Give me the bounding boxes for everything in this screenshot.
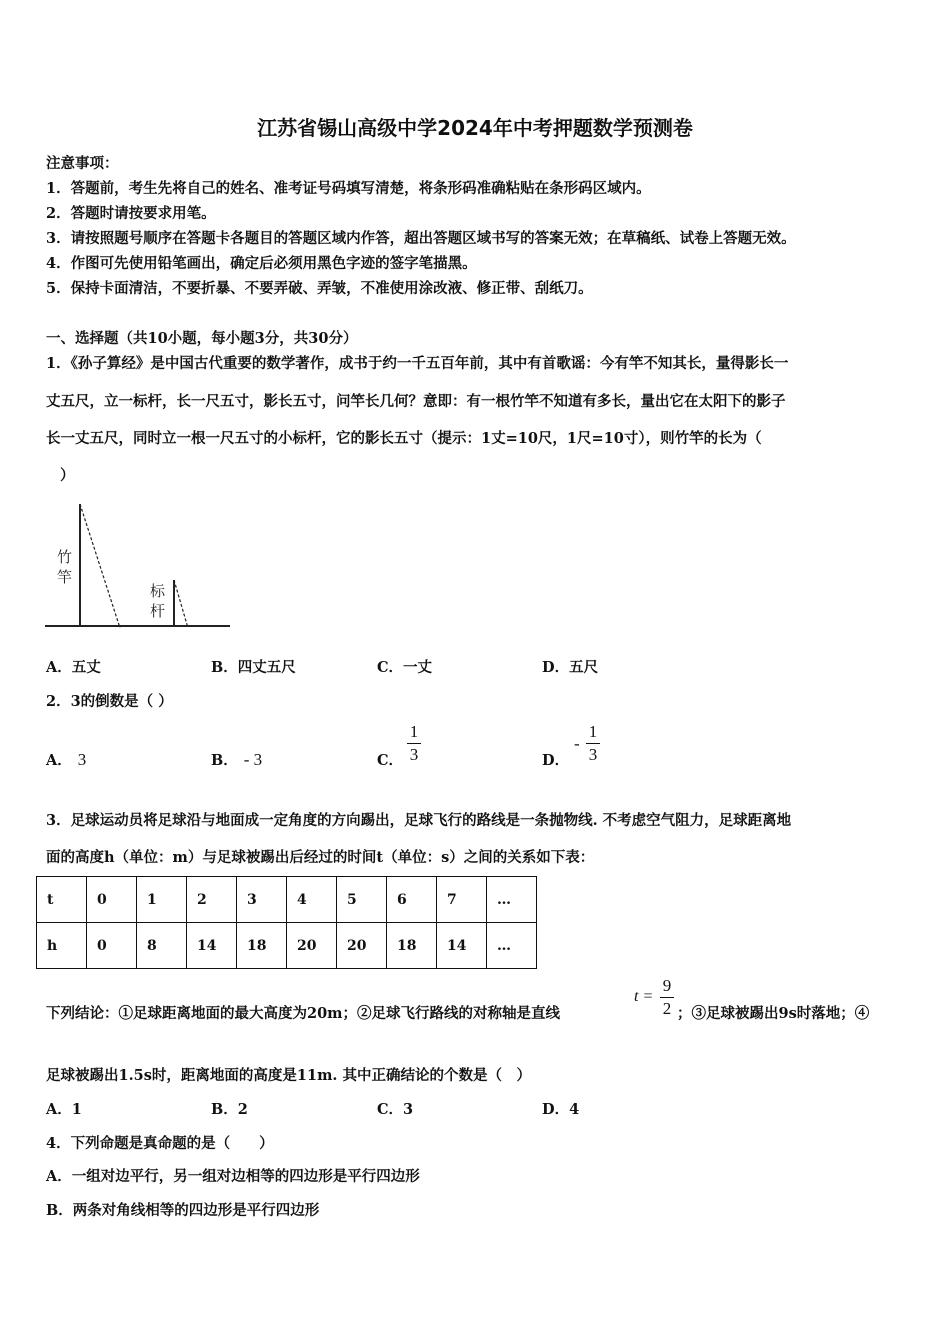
table-cell: … <box>487 923 537 969</box>
q3-option-c: C．3 <box>377 1101 414 1118</box>
table-row-t <box>37 877 537 923</box>
q1-line: 长一丈五尺，同时立一根一尺五寸的小标杆，它的影长五寸（提示：1丈=10尺，1尺=10寸），则竹竿的长为（ <box>46 430 762 447</box>
q3-option-b: B．2 <box>211 1101 248 1118</box>
table-cell: 8 <box>137 923 187 969</box>
table-cell: 1 <box>137 877 187 923</box>
q2-option-a <box>46 749 86 770</box>
q1-line: ） <box>60 467 75 484</box>
pole-label: 竿 <box>57 568 73 586</box>
q3-option-a: A．1 <box>46 1101 82 1118</box>
note-item: 5．保持卡面清洁，不要折暴、不要弄破、弄皱，不准使用涂改液、修正带、刮纸刀。 <box>46 280 593 297</box>
q3-conclusion-start: 下列结论：①足球距离地面的最大高度为20m；②足球飞行路线的对称轴是直线 <box>46 1005 561 1022</box>
table-cell: 5 <box>337 877 387 923</box>
fraction-bar <box>660 997 674 998</box>
pole-label: 竹 <box>57 548 73 566</box>
table-cell: 20 <box>337 923 387 969</box>
option-label: A． <box>46 752 72 769</box>
fraction-numerator: 9 <box>662 976 672 995</box>
q2-option-d-fraction <box>586 723 600 764</box>
fraction-denominator: 3 <box>409 745 419 764</box>
q2-option-b <box>211 749 262 770</box>
q3-line: 面的高度h（单位：m）与足球被踢出后经过的时间t（单位：s）之间的关系如下表： <box>46 849 595 866</box>
q1-option-b: B．四丈五尺 <box>211 659 296 676</box>
note-item: 4．作图可先使用铅笔画出，确定后必须用黑色字迹的签字笔描黑。 <box>46 255 477 272</box>
q3-axis-fraction <box>660 977 674 1018</box>
table-cell: 2 <box>187 877 237 923</box>
q1-option-d: D．五尺 <box>542 659 599 676</box>
table-cell: … <box>487 877 537 923</box>
q4-stem: 4．下列命题是真命题的是（ ） <box>46 1135 274 1152</box>
fraction-numerator: 1 <box>409 722 419 741</box>
table-cell: 0 <box>87 877 137 923</box>
bamboo-pole-figure <box>42 500 242 635</box>
fraction-denominator: 2 <box>662 999 672 1018</box>
time-height-table <box>36 876 537 969</box>
fraction-bar <box>407 743 421 744</box>
table-cell: t <box>37 877 87 923</box>
table-cell: 14 <box>187 923 237 969</box>
pole-shadow-ray <box>80 504 120 628</box>
table-cell: 14 <box>437 923 487 969</box>
stick-shadow-ray <box>174 580 188 628</box>
q2-option-d-label: D． <box>542 752 570 769</box>
fraction-numerator: 1 <box>588 722 598 741</box>
q4-option-b: B．两条对角线相等的四边形是平行四边形 <box>46 1202 320 1219</box>
section-heading: 一、选择题（共10小题，每小题3分，共30分） <box>46 330 358 347</box>
table-cell: 18 <box>237 923 287 969</box>
q1-option-a: A．五丈 <box>46 659 101 676</box>
q1-line: 丈五尺，立一标杆，长一尺五寸，影长五寸，问竿长几何？意即：有一根竹竿不知道有多长，量出它在太阳下的影子 <box>46 393 786 410</box>
q2-option-c-label: C． <box>377 752 404 769</box>
table-cell: 6 <box>387 877 437 923</box>
table-cell: 7 <box>437 877 487 923</box>
q1-line: 1．《孙子算经》是中国古代重要的数学著作，成书于约一千五百年前，其中有首歌谣：今有竿不知其长，量得影长一 <box>46 355 789 372</box>
page-title: 江苏省锡山高级中学2024年中考押题数学预测卷 <box>257 116 693 140</box>
q2-stem: 2．3的倒数是（ ） <box>46 693 173 710</box>
stick-label: 标 <box>150 582 166 600</box>
notes-heading: 注意事项： <box>46 155 119 172</box>
option-value: - 3 <box>243 750 263 769</box>
stick-label: 杆 <box>150 602 166 620</box>
q3-line: 3．足球运动员将足球沿与地面成一定角度的方向踢出，足球飞行的路线是一条抛物线. 不考虑空气阻力，足球距离地 <box>46 812 792 829</box>
option-label: B． <box>211 752 238 769</box>
q1-option-c: C．一丈 <box>377 659 433 676</box>
q2-option-c-fraction <box>407 723 421 764</box>
note-item: 1．答题前，考生先将自己的姓名、准考证号码填写清楚，将条形码准确粘贴在条形码区域内。 <box>46 180 651 197</box>
table-cell: h <box>37 923 87 969</box>
q4-option-a: A．一组对边平行，另一组对边相等的四边形是平行四边形 <box>46 1168 420 1185</box>
note-item: 2．答题时请按要求用笔。 <box>46 205 216 222</box>
table-cell: 3 <box>237 877 287 923</box>
note-item: 3．请按照题号顺序在答题卡各题目的答题区域内作答，超出答题区域书写的答案无效；在草稿纸、试卷上答题无效。 <box>46 230 796 247</box>
table-cell: 18 <box>387 923 437 969</box>
q3-option-d: D．4 <box>542 1101 580 1118</box>
table-cell: 20 <box>287 923 337 969</box>
q2-option-d-sign: - <box>574 734 580 753</box>
table-row-h <box>37 923 537 969</box>
table-cell: 0 <box>87 923 137 969</box>
option-value: 3 <box>77 750 87 769</box>
q3-axis-variable: t = <box>634 988 654 1005</box>
table-cell: 4 <box>287 877 337 923</box>
fraction-denominator: 3 <box>588 745 598 764</box>
fraction-bar <box>586 743 600 744</box>
q3-line-last: 足球被踢出1.5s时，距离地面的高度是11m. 其中正确结论的个数是（ ） <box>46 1067 532 1084</box>
q3-conclusion-end: ；③足球被踢出9s时落地；④ <box>677 1005 870 1022</box>
